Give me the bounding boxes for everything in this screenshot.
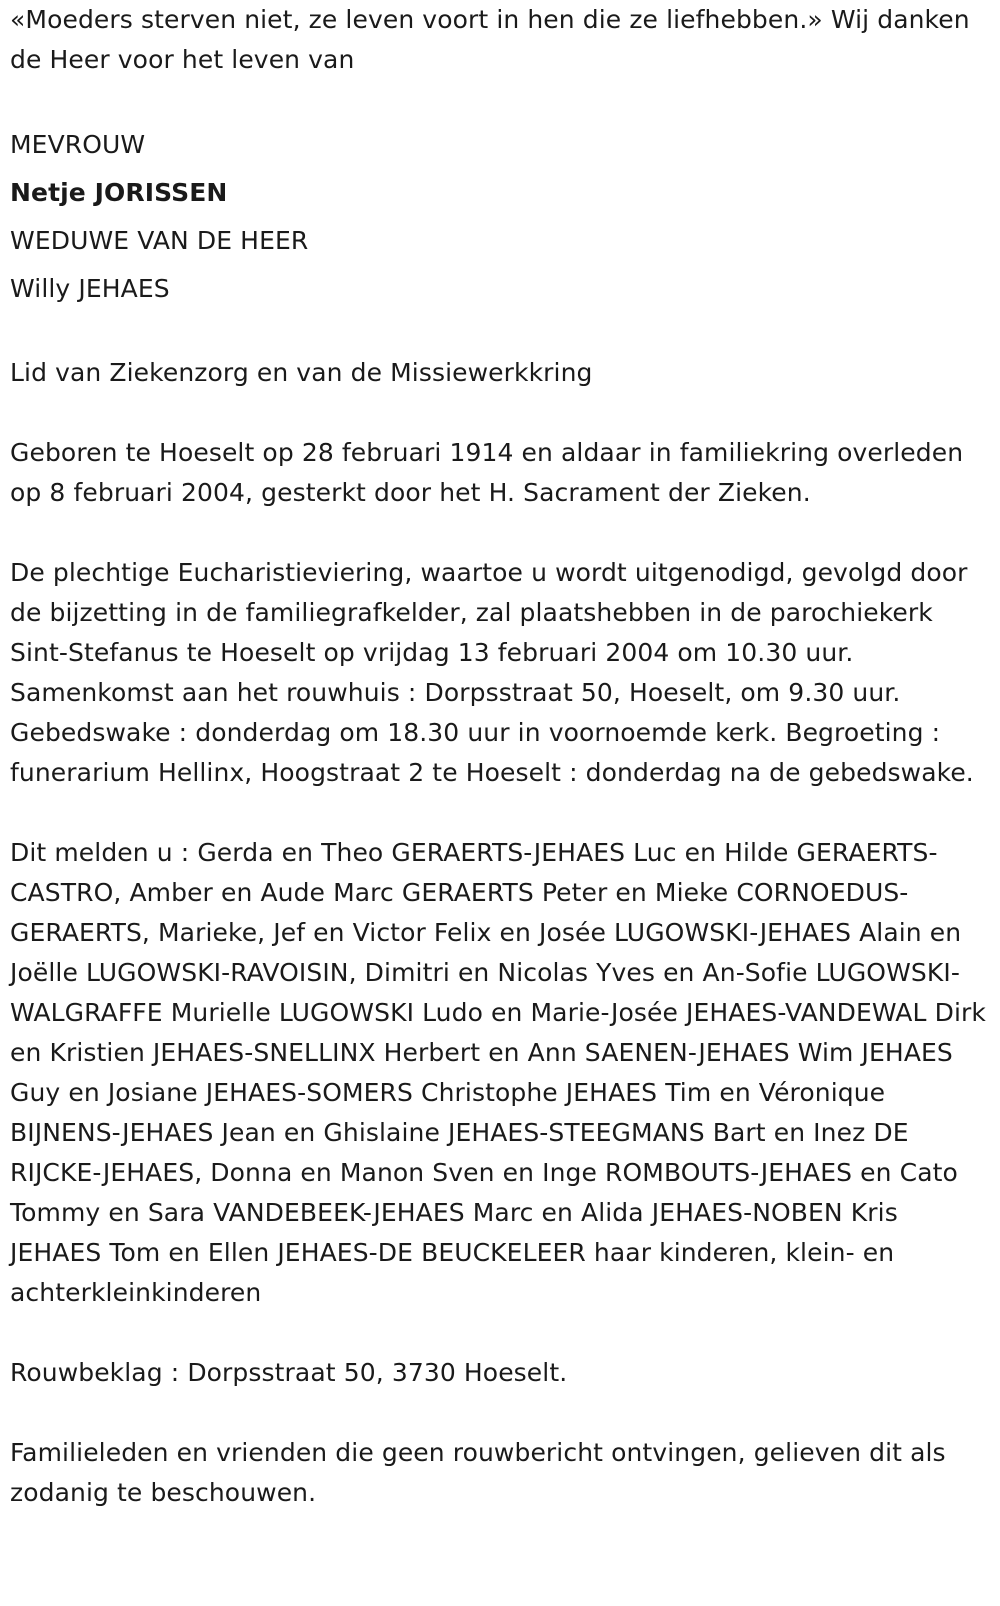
obituary-notice	[10, 0, 995, 1513]
spacer	[10, 80, 995, 120]
deceased-title: MEVROUW	[10, 130, 146, 159]
condolence-address: Rouwbeklag : Dorpsstraat 50, 3730 Hoeselt.	[10, 1358, 568, 1387]
family-text: Dit melden u : Gerda en Theo GERAERTS-JEHAES Luc en Hilde GERAERTS-CASTRO, Amber en Aude Marc GERAERTS Peter en Mieke CORNOEDUS-GERAERTS, Marieke, Jef en Victor Felix en Josée LUGOWSKI-JEHAES Alain en Joëlle LUGOWSKI-RAVOISIN, Dimitri en Nicolas Yves en An-Sofie LUGOWSKI-WALGRAFFE Murielle LUGOWSKI Ludo en Marie-Josée JEHAES-VANDEWAL Dirk en Kristien JEHAES-SNELLINX Herbert en Ann SAENEN-JEHAES Wim JEHAES Guy en Josiane JEHAES-SOMERS Christophe JEHAES Tim en Véronique BIJNENS-JEHAES Jean en Ghislaine JEHAES-STEEGMANS Bart en Inez DE RIJCKE-JEHAES, Donna en Manon Sven en Inge ROMBOUTS-JEHAES en Cato Tommy en Sara VANDEBEEK-JEHAES Marc en Alida JEHAES-NOBEN Kris JEHAES Tom en Ellen JEHAES-DE BEUCKELEER haar kinderen, klein- en achterkleinkinderen	[10, 838, 986, 1307]
spouse-name: Willy JEHAES	[10, 274, 170, 303]
membership-text: Lid van Ziekenzorg en van de Missiewerkkring	[10, 358, 593, 387]
closing-text: Familieleden en vrienden die geen rouwbericht ontvingen, gelieven dit als zodanig te beschouwen.	[10, 1438, 946, 1507]
spacer	[10, 793, 995, 833]
spacer	[10, 1313, 995, 1353]
birth-death-text: Geboren te Hoeselt op 28 februari 1914 en aldaar in familiekring overleden op 8 februari 2004, gesterkt door het H. Sacrament der Zieken.	[10, 438, 964, 507]
intro-text: «Moeders sterven niet, ze leven voort in hen die ze liefhebben.» Wij danken de Heer voor het leven van	[10, 5, 970, 74]
spacer	[10, 513, 995, 553]
spacer	[10, 1393, 995, 1433]
spacer	[10, 313, 995, 353]
spacer	[10, 393, 995, 433]
ceremony-text: De plechtige Eucharistieviering, waartoe u wordt uitgenodigd, gevolgd door de bijzetting in de familiegrafkelder, zal plaatshebben in de parochiekerk Sint-Stefanus te Hoeselt op vrijdag 13 februari 2004 om 10.30 uur. Samenkomst aan het rouwhuis : Dorpsstraat 50, Hoeselt, om 9.30 uur. Gebedswake : donderdag om 18.30 uur in voornoemde kerk. Begroeting : funerarium Hellinx, Hoogstraat 2 te Hoeselt : donderdag na de gebedswake.	[10, 558, 974, 787]
deceased-name: Netje JORISSEN	[10, 178, 228, 207]
deceased-block	[10, 121, 995, 313]
deceased-status: WEDUWE VAN DE HEER	[10, 226, 309, 255]
